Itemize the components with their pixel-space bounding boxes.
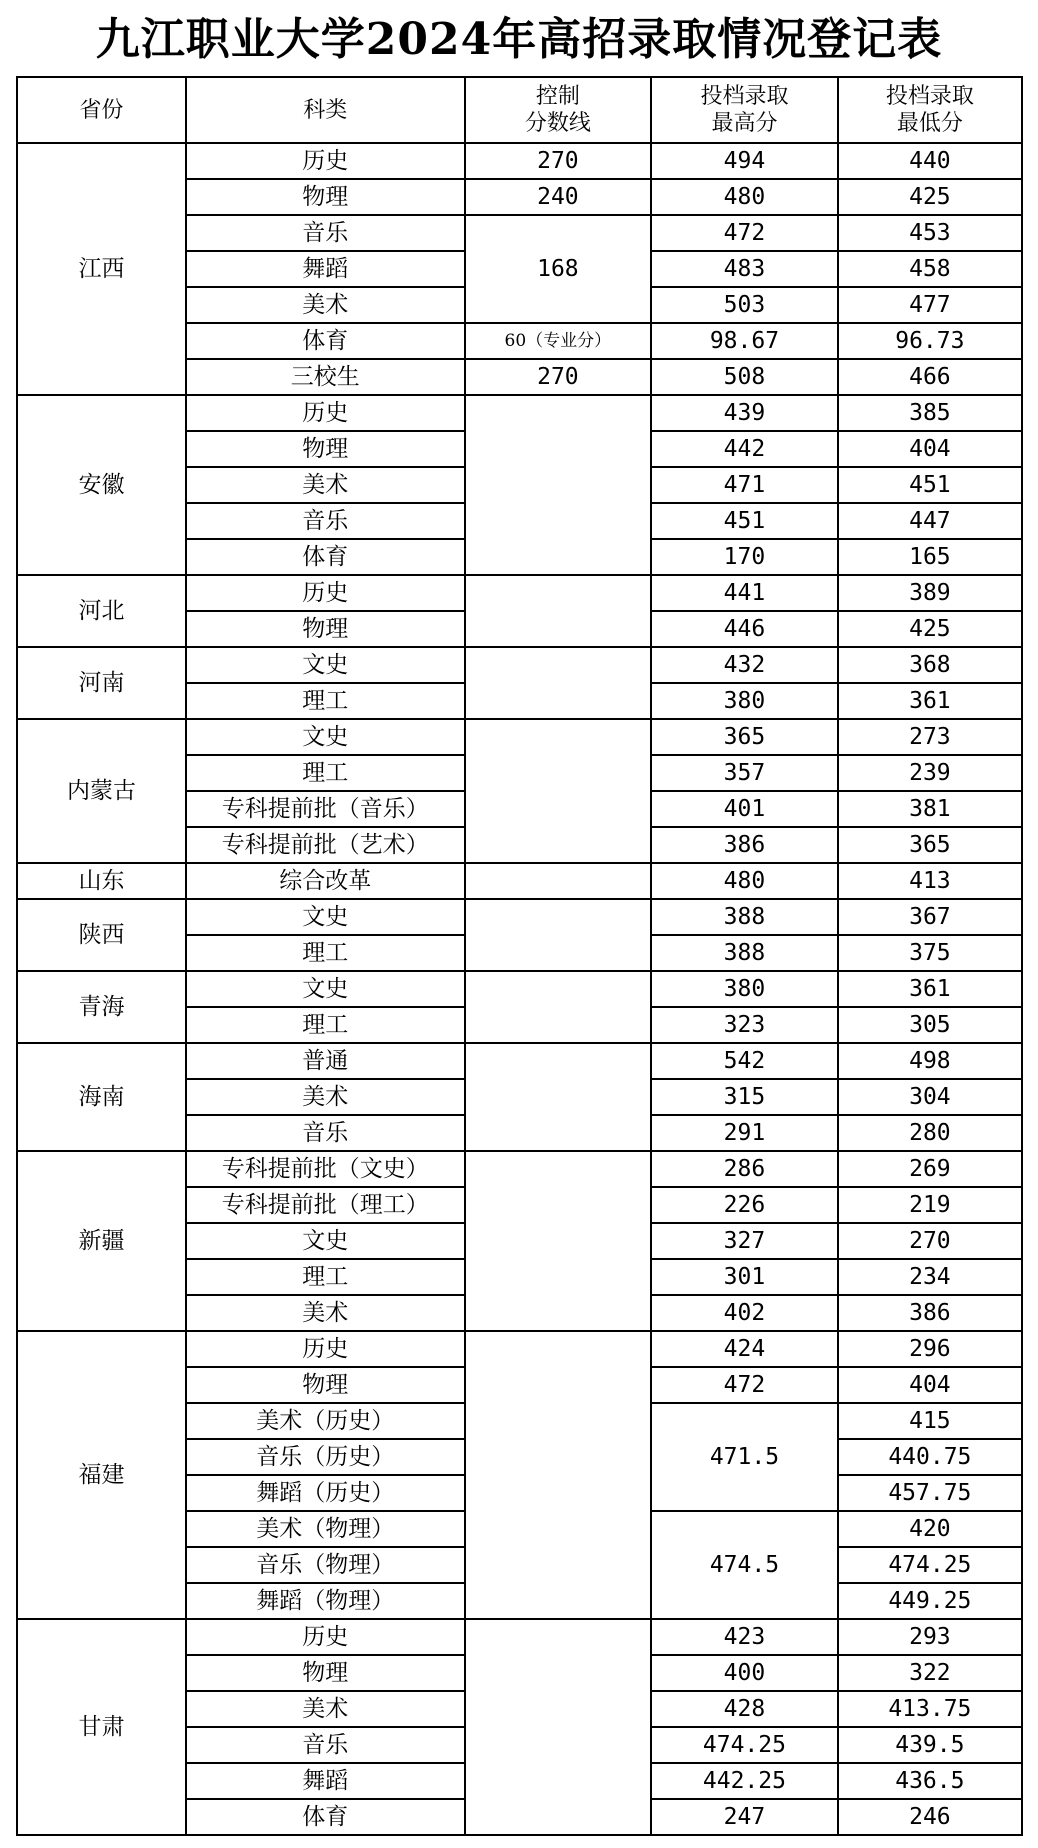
header-province: 省份 bbox=[17, 77, 186, 143]
category-cell: 理工 bbox=[186, 683, 465, 719]
header-min-line1: 投档录取 bbox=[885, 84, 974, 109]
min-score-cell: 305 bbox=[838, 1007, 1022, 1043]
max-score-cell: 428 bbox=[651, 1691, 838, 1727]
table-row bbox=[17, 971, 1022, 1007]
min-score-cell: 474.25 bbox=[838, 1547, 1022, 1583]
max-score-cell: 247 bbox=[651, 1799, 838, 1835]
max-score-cell: 542 bbox=[651, 1043, 838, 1079]
category-cell: 物理 bbox=[186, 611, 465, 647]
header-min-line2: 最低分 bbox=[896, 111, 963, 136]
max-score-cell: 424 bbox=[651, 1331, 838, 1367]
min-score-cell: 361 bbox=[838, 971, 1022, 1007]
min-score-cell: 386 bbox=[838, 1295, 1022, 1331]
control-score-cell bbox=[465, 863, 652, 899]
max-score-cell: 480 bbox=[651, 863, 838, 899]
min-score-cell: 361 bbox=[838, 683, 1022, 719]
province-cell: 河南 bbox=[17, 647, 186, 719]
min-score-cell: 293 bbox=[838, 1619, 1022, 1655]
max-score-cell: 474.5 bbox=[651, 1511, 838, 1619]
province-cell: 陕西 bbox=[17, 899, 186, 971]
min-score-cell: 458 bbox=[838, 251, 1022, 287]
max-score-cell: 357 bbox=[651, 755, 838, 791]
category-cell: 美术 bbox=[186, 1079, 465, 1115]
page-title: 九江职业大学2024年高招录取情况登记表 bbox=[95, 14, 943, 65]
table-row bbox=[17, 1619, 1022, 1655]
category-cell: 专科提前批（音乐） bbox=[186, 791, 465, 827]
min-score-cell: 322 bbox=[838, 1655, 1022, 1691]
max-score-cell: 442.25 bbox=[651, 1763, 838, 1799]
max-score-cell: 508 bbox=[651, 359, 838, 395]
header-control-score bbox=[465, 77, 652, 143]
max-score-cell: 471.5 bbox=[651, 1403, 838, 1511]
min-score-cell: 234 bbox=[838, 1259, 1022, 1295]
min-score-cell: 273 bbox=[838, 719, 1022, 755]
min-score-cell: 365 bbox=[838, 827, 1022, 863]
max-score-cell: 98.67 bbox=[651, 323, 838, 359]
table-row bbox=[17, 1043, 1022, 1079]
table-row bbox=[17, 647, 1022, 683]
control-score-cell bbox=[465, 1331, 652, 1619]
category-cell: 历史 bbox=[186, 575, 465, 611]
category-cell: 音乐（物理） bbox=[186, 1547, 465, 1583]
min-score-cell: 296 bbox=[838, 1331, 1022, 1367]
header-category: 科类 bbox=[186, 77, 465, 143]
category-cell: 文史 bbox=[186, 647, 465, 683]
min-score-cell: 449.25 bbox=[838, 1583, 1022, 1619]
category-cell: 舞蹈（历史） bbox=[186, 1475, 465, 1511]
category-cell: 体育 bbox=[186, 323, 465, 359]
category-cell: 专科提前批（理工） bbox=[186, 1187, 465, 1223]
max-score-cell: 301 bbox=[651, 1259, 838, 1295]
max-score-cell: 441 bbox=[651, 575, 838, 611]
category-cell: 理工 bbox=[186, 1007, 465, 1043]
min-score-cell: 280 bbox=[838, 1115, 1022, 1151]
max-score-cell: 226 bbox=[651, 1187, 838, 1223]
table-row bbox=[17, 575, 1022, 611]
max-score-cell: 439 bbox=[651, 395, 838, 431]
header-min-score bbox=[838, 77, 1022, 143]
header-control-line1: 控制 bbox=[535, 84, 580, 109]
category-cell: 历史 bbox=[186, 1619, 465, 1655]
province-cell: 河北 bbox=[17, 575, 186, 647]
min-score-cell: 440.75 bbox=[838, 1439, 1022, 1475]
max-score-cell: 380 bbox=[651, 971, 838, 1007]
control-score-cell: 168 bbox=[465, 215, 652, 323]
min-score-cell: 439.5 bbox=[838, 1727, 1022, 1763]
category-cell: 美术 bbox=[186, 1691, 465, 1727]
min-score-cell: 404 bbox=[838, 431, 1022, 467]
control-score-cell: 270 bbox=[465, 143, 652, 179]
max-score-cell: 483 bbox=[651, 251, 838, 287]
category-cell: 专科提前批（艺术） bbox=[186, 827, 465, 863]
table-row bbox=[17, 143, 1022, 179]
max-score-cell: 480 bbox=[651, 179, 838, 215]
max-score-cell: 401 bbox=[651, 791, 838, 827]
province-cell: 内蒙古 bbox=[17, 719, 186, 863]
category-cell: 物理 bbox=[186, 1367, 465, 1403]
category-cell: 音乐 bbox=[186, 1727, 465, 1763]
category-cell: 音乐 bbox=[186, 215, 465, 251]
max-score-cell: 380 bbox=[651, 683, 838, 719]
category-cell: 物理 bbox=[186, 1655, 465, 1691]
max-score-cell: 386 bbox=[651, 827, 838, 863]
max-score-cell: 472 bbox=[651, 215, 838, 251]
province-cell: 福建 bbox=[17, 1331, 186, 1619]
table-row bbox=[17, 719, 1022, 755]
control-score-cell: 240 bbox=[465, 179, 652, 215]
min-score-cell: 453 bbox=[838, 215, 1022, 251]
category-cell: 文史 bbox=[186, 1223, 465, 1259]
max-score-cell: 423 bbox=[651, 1619, 838, 1655]
table-row bbox=[17, 899, 1022, 935]
control-score-cell: 270 bbox=[465, 359, 652, 395]
category-cell: 体育 bbox=[186, 1799, 465, 1835]
category-cell: 体育 bbox=[186, 539, 465, 575]
min-score-cell: 96.73 bbox=[838, 323, 1022, 359]
category-cell: 历史 bbox=[186, 143, 465, 179]
min-score-cell: 447 bbox=[838, 503, 1022, 539]
table-row bbox=[17, 395, 1022, 431]
category-cell: 历史 bbox=[186, 395, 465, 431]
category-cell: 舞蹈 bbox=[186, 1763, 465, 1799]
max-score-cell: 471 bbox=[651, 467, 838, 503]
category-cell: 理工 bbox=[186, 1259, 465, 1295]
category-cell: 专科提前批（文史） bbox=[186, 1151, 465, 1187]
min-score-cell: 367 bbox=[838, 899, 1022, 935]
control-score-cell bbox=[465, 575, 652, 647]
min-score-cell: 440 bbox=[838, 143, 1022, 179]
table-header-row bbox=[17, 77, 1022, 143]
max-score-cell: 291 bbox=[651, 1115, 838, 1151]
category-cell: 综合改革 bbox=[186, 863, 465, 899]
category-cell: 文史 bbox=[186, 971, 465, 1007]
min-score-cell: 269 bbox=[838, 1151, 1022, 1187]
category-cell: 美术（物理） bbox=[186, 1511, 465, 1547]
max-score-cell: 474.25 bbox=[651, 1727, 838, 1763]
table-row bbox=[17, 863, 1022, 899]
min-score-cell: 381 bbox=[838, 791, 1022, 827]
category-cell: 音乐 bbox=[186, 1115, 465, 1151]
min-score-cell: 165 bbox=[838, 539, 1022, 575]
category-cell: 物理 bbox=[186, 179, 465, 215]
max-score-cell: 388 bbox=[651, 899, 838, 935]
category-cell: 美术 bbox=[186, 287, 465, 323]
control-score-cell bbox=[465, 971, 652, 1043]
control-score-cell bbox=[465, 395, 652, 575]
category-cell: 理工 bbox=[186, 755, 465, 791]
header-control-line2: 分数线 bbox=[524, 111, 591, 136]
control-score-cell bbox=[465, 1619, 652, 1835]
min-score-cell: 246 bbox=[838, 1799, 1022, 1835]
max-score-cell: 442 bbox=[651, 431, 838, 467]
header-max-score bbox=[651, 77, 838, 143]
max-score-cell: 503 bbox=[651, 287, 838, 323]
min-score-cell: 457.75 bbox=[838, 1475, 1022, 1511]
province-cell: 甘肃 bbox=[17, 1619, 186, 1835]
category-cell: 理工 bbox=[186, 935, 465, 971]
min-score-cell: 404 bbox=[838, 1367, 1022, 1403]
category-cell: 美术 bbox=[186, 467, 465, 503]
admission-table bbox=[16, 76, 1023, 1836]
control-score-cell bbox=[465, 719, 652, 863]
max-score-cell: 365 bbox=[651, 719, 838, 755]
control-score-cell bbox=[465, 647, 652, 719]
table-row bbox=[17, 1151, 1022, 1187]
max-score-cell: 446 bbox=[651, 611, 838, 647]
min-score-cell: 270 bbox=[838, 1223, 1022, 1259]
max-score-cell: 170 bbox=[651, 539, 838, 575]
category-cell: 音乐 bbox=[186, 503, 465, 539]
min-score-cell: 239 bbox=[838, 755, 1022, 791]
province-cell: 青海 bbox=[17, 971, 186, 1043]
category-cell: 历史 bbox=[186, 1331, 465, 1367]
max-score-cell: 400 bbox=[651, 1655, 838, 1691]
header-max-line2: 最高分 bbox=[711, 111, 778, 136]
min-score-cell: 466 bbox=[838, 359, 1022, 395]
max-score-cell: 315 bbox=[651, 1079, 838, 1115]
max-score-cell: 472 bbox=[651, 1367, 838, 1403]
category-cell: 三校生 bbox=[186, 359, 465, 395]
max-score-cell: 494 bbox=[651, 143, 838, 179]
control-score-cell bbox=[465, 1043, 652, 1151]
max-score-cell: 323 bbox=[651, 1007, 838, 1043]
province-cell: 山东 bbox=[17, 863, 186, 899]
min-score-cell: 420 bbox=[838, 1511, 1022, 1547]
max-score-cell: 451 bbox=[651, 503, 838, 539]
category-cell: 文史 bbox=[186, 899, 465, 935]
category-cell: 物理 bbox=[186, 431, 465, 467]
control-score-cell bbox=[465, 899, 652, 971]
category-cell: 美术（历史） bbox=[186, 1403, 465, 1439]
category-cell: 舞蹈（物理） bbox=[186, 1583, 465, 1619]
province-cell: 安徽 bbox=[17, 395, 186, 575]
min-score-cell: 451 bbox=[838, 467, 1022, 503]
min-score-cell: 368 bbox=[838, 647, 1022, 683]
min-score-cell: 415 bbox=[838, 1403, 1022, 1439]
max-score-cell: 388 bbox=[651, 935, 838, 971]
min-score-cell: 413 bbox=[838, 863, 1022, 899]
max-score-cell: 402 bbox=[651, 1295, 838, 1331]
min-score-cell: 304 bbox=[838, 1079, 1022, 1115]
category-cell: 音乐（历史） bbox=[186, 1439, 465, 1475]
max-score-cell: 327 bbox=[651, 1223, 838, 1259]
control-score-cell: 60（专业分） bbox=[465, 323, 652, 359]
category-cell: 美术 bbox=[186, 1295, 465, 1331]
max-score-cell: 286 bbox=[651, 1151, 838, 1187]
min-score-cell: 219 bbox=[838, 1187, 1022, 1223]
province-cell: 新疆 bbox=[17, 1151, 186, 1331]
min-score-cell: 389 bbox=[838, 575, 1022, 611]
min-score-cell: 498 bbox=[838, 1043, 1022, 1079]
control-score-cell bbox=[465, 1151, 652, 1331]
province-cell: 江西 bbox=[17, 143, 186, 395]
min-score-cell: 413.75 bbox=[838, 1691, 1022, 1727]
min-score-cell: 425 bbox=[838, 179, 1022, 215]
max-score-cell: 432 bbox=[651, 647, 838, 683]
min-score-cell: 375 bbox=[838, 935, 1022, 971]
table-row bbox=[17, 1331, 1022, 1367]
header-max-line1: 投档录取 bbox=[700, 84, 789, 109]
category-cell: 舞蹈 bbox=[186, 251, 465, 287]
category-cell: 普通 bbox=[186, 1043, 465, 1079]
category-cell: 文史 bbox=[186, 719, 465, 755]
province-cell: 海南 bbox=[17, 1043, 186, 1151]
min-score-cell: 436.5 bbox=[838, 1763, 1022, 1799]
min-score-cell: 477 bbox=[838, 287, 1022, 323]
min-score-cell: 425 bbox=[838, 611, 1022, 647]
min-score-cell: 385 bbox=[838, 395, 1022, 431]
